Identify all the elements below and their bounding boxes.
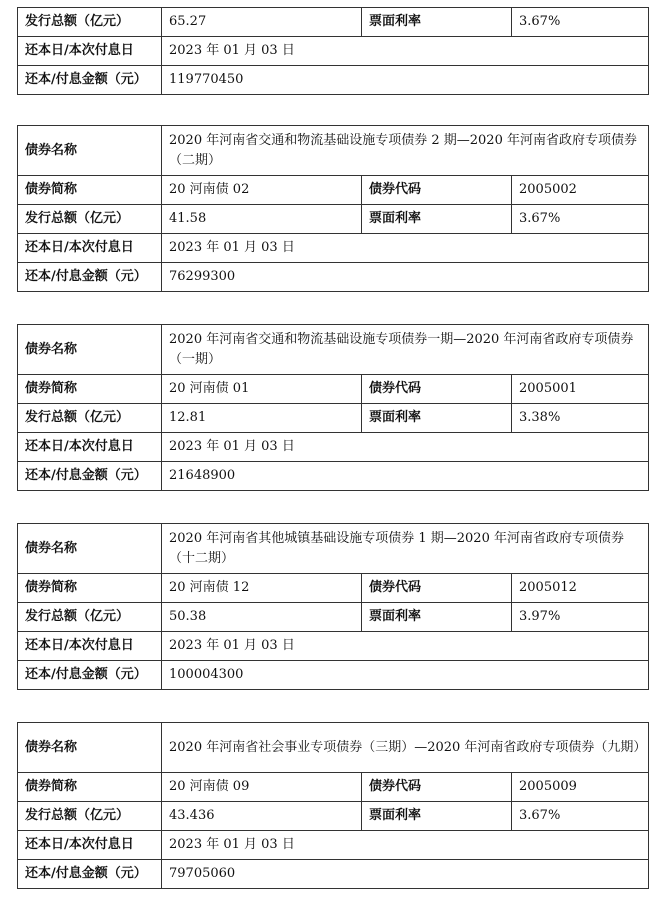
short-name-row: [18, 574, 649, 603]
bond-name-row: [18, 126, 649, 176]
short-name-label: 债券简称: [18, 176, 162, 205]
bond-name-label: 债券名称: [18, 126, 162, 176]
payment-date-row: [18, 433, 649, 462]
coupon-rate-label: 票面利率: [362, 404, 512, 433]
issue-total-label: 发行总额（亿元）: [18, 205, 162, 234]
issue-total-value: 41.58: [162, 205, 362, 234]
coupon-rate-label: 票面利率: [362, 8, 512, 37]
coupon-rate-label: 票面利率: [362, 802, 512, 831]
payment-date-row: [18, 37, 649, 66]
payment-amount-row: [18, 462, 649, 491]
payment-date-label: 还本日/本次付息日: [18, 831, 162, 860]
payment-amount-label: 还本/付息金额（元）: [18, 263, 162, 292]
issue-total-value: 65.27: [162, 8, 362, 37]
bond-table-0: [17, 7, 648, 95]
coupon-rate-label: 票面利率: [362, 205, 512, 234]
payment-amount-value: 21648900: [162, 462, 649, 491]
coupon-rate-value: 3.67%: [512, 802, 649, 831]
bond-name-row: [18, 723, 649, 773]
short-name-value: 20 河南债 02: [162, 176, 362, 205]
payment-amount-label: 还本/付息金额（元）: [18, 661, 162, 690]
payment-amount-label: 还本/付息金额（元）: [18, 860, 162, 889]
bond-name-label: 债券名称: [18, 325, 162, 375]
issue-total-value: 12.81: [162, 404, 362, 433]
bond-code-label: 债券代码: [362, 375, 512, 404]
issue-total-label: 发行总额（亿元）: [18, 802, 162, 831]
payment-date-row: [18, 831, 649, 860]
payment-amount-row: [18, 661, 649, 690]
payment-amount-value: 79705060: [162, 860, 649, 889]
bond-code-value: 2005012: [512, 574, 649, 603]
payment-date-value: 2023 年 01 月 03 日: [162, 632, 649, 661]
payment-date-value: 2023 年 01 月 03 日: [162, 433, 649, 462]
bond-table-3: [17, 523, 648, 690]
payment-date-value: 2023 年 01 月 03 日: [162, 37, 649, 66]
bond-code-label: 债券代码: [362, 176, 512, 205]
issue-total-row: [18, 802, 649, 831]
issue-total-value: 50.38: [162, 603, 362, 632]
issue-total-value: 43.436: [162, 802, 362, 831]
issue-total-label: 发行总额（亿元）: [18, 8, 162, 37]
short-name-label: 债券简称: [18, 773, 162, 802]
payment-date-value: 2023 年 01 月 03 日: [162, 234, 649, 263]
payment-amount-row: [18, 860, 649, 889]
payment-amount-label: 还本/付息金额（元）: [18, 66, 162, 95]
payment-amount-row: [18, 263, 649, 292]
coupon-rate-value: 3.38%: [512, 404, 649, 433]
payment-date-label: 还本日/本次付息日: [18, 433, 162, 462]
bond-code-value: 2005009: [512, 773, 649, 802]
payment-date-row: [18, 234, 649, 263]
issue-total-row: [18, 404, 649, 433]
payment-date-value: 2023 年 01 月 03 日: [162, 831, 649, 860]
short-name-value: 20 河南债 12: [162, 574, 362, 603]
bond-code-label: 债券代码: [362, 773, 512, 802]
short-name-value: 20 河南债 01: [162, 375, 362, 404]
bond-code-value: 2005001: [512, 375, 649, 404]
short-name-row: [18, 375, 649, 404]
bond-table-4: [17, 722, 648, 889]
short-name-label: 债券简称: [18, 375, 162, 404]
payment-date-label: 还本日/本次付息日: [18, 37, 162, 66]
short-name-row: [18, 176, 649, 205]
coupon-rate-value: 3.67%: [512, 205, 649, 234]
bond-table-2: [17, 324, 648, 491]
short-name-row: [18, 773, 649, 802]
payment-date-label: 还本日/本次付息日: [18, 632, 162, 661]
bond-name-row: [18, 325, 649, 375]
bond-name-label: 债券名称: [18, 723, 162, 773]
bond-code-label: 债券代码: [362, 574, 512, 603]
payment-amount-row: [18, 66, 649, 95]
short-name-value: 20 河南债 09: [162, 773, 362, 802]
coupon-rate-label: 票面利率: [362, 603, 512, 632]
payment-amount-label: 还本/付息金额（元）: [18, 462, 162, 491]
issue-total-row: [18, 205, 649, 234]
payment-date-label: 还本日/本次付息日: [18, 234, 162, 263]
coupon-rate-value: 3.97%: [512, 603, 649, 632]
short-name-label: 债券简称: [18, 574, 162, 603]
issue-total-row: [18, 603, 649, 632]
payment-amount-value: 119770450: [162, 66, 649, 95]
bond-name-value: 2020 年河南省交通和物流基础设施专项债券一期—2020 年河南省政府专项债券（一期）: [162, 325, 649, 375]
coupon-rate-value: 3.67%: [512, 8, 649, 37]
bond-code-value: 2005002: [512, 176, 649, 205]
payment-date-row: [18, 632, 649, 661]
issue-total-label: 发行总额（亿元）: [18, 603, 162, 632]
bond-name-value: 2020 年河南省社会事业专项债券（三期）—2020 年河南省政府专项债券（九期）: [162, 723, 649, 773]
bond-name-row: [18, 524, 649, 574]
bond-name-value: 2020 年河南省交通和物流基础设施专项债券 2 期—2020 年河南省政府专项债券（二期）: [162, 126, 649, 176]
payment-amount-value: 100004300: [162, 661, 649, 690]
payment-amount-value: 76299300: [162, 263, 649, 292]
issue-total-label: 发行总额（亿元）: [18, 404, 162, 433]
issue-total-row: [18, 8, 649, 37]
bond-name-label: 债券名称: [18, 524, 162, 574]
bond-name-value: 2020 年河南省其他城镇基础设施专项债券 1 期—2020 年河南省政府专项债券（十二期）: [162, 524, 649, 574]
bond-table-1: [17, 125, 648, 292]
